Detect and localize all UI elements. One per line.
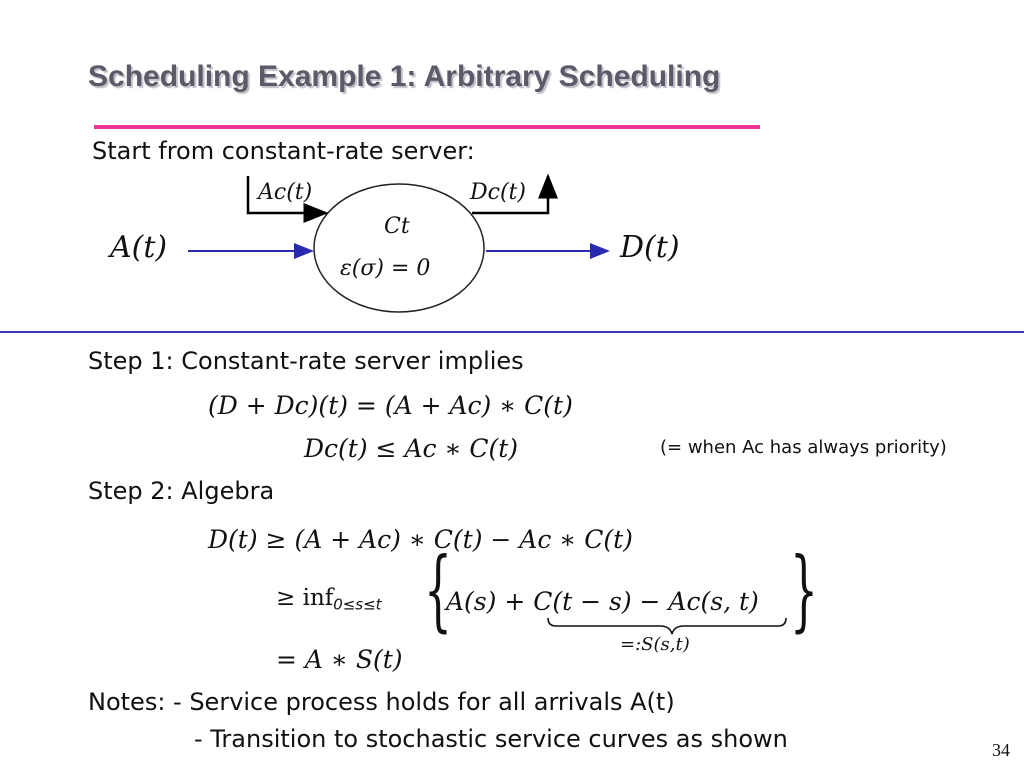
cross-in-label: Ac(t) [258, 180, 313, 205]
server-error: ε(σ) = 0 [340, 256, 431, 281]
server-rate: Ct [384, 214, 410, 239]
notes-line-1: Notes: - Service process holds for all arrivals A(t) [88, 688, 675, 716]
step1-equation-2: Dc(t) ≤ Ac ∗ C(t) [304, 434, 519, 463]
output-label: D(t) [620, 230, 680, 265]
step2-line-2-prefix: ≥ inf$_{0\le s\le t}$ [276, 585, 382, 614]
step2-line-1: D(t) ≥ (A + Ac) ∗ C(t) − Ac ∗ C(t) [208, 525, 633, 554]
underbrace-label: =:S(s,t) [620, 634, 690, 655]
step2-line-3: = A ∗ S(t) [276, 645, 403, 674]
inf-subscript: 0≤s≤t [333, 595, 382, 614]
step1-equation-1: (D + Dc)(t) = (A + Ac) ∗ C(t) [208, 391, 573, 420]
cross-out-label: Dc(t) [470, 180, 526, 205]
left-brace: { [424, 538, 452, 641]
notes-line-2: - Transition to stochastic service curves as shown [194, 725, 788, 753]
page-number: 34 [992, 740, 1010, 760]
intro-text: Start from constant-rate server: [92, 137, 475, 165]
step1-priority-note: (= when Ac has always priority) [660, 437, 947, 458]
step1-heading: Step 1: Constant-rate server implies [88, 347, 524, 375]
input-label: A(t) [110, 230, 168, 265]
step2-line-2-body: A(s) + C(t − s) − Ac(s, t) [446, 587, 759, 616]
right-brace: } [790, 538, 818, 641]
step2-heading: Step 2: Algebra [88, 477, 275, 505]
slide-title: Scheduling Example 1: Arbitrary Scheduling [88, 60, 721, 93]
